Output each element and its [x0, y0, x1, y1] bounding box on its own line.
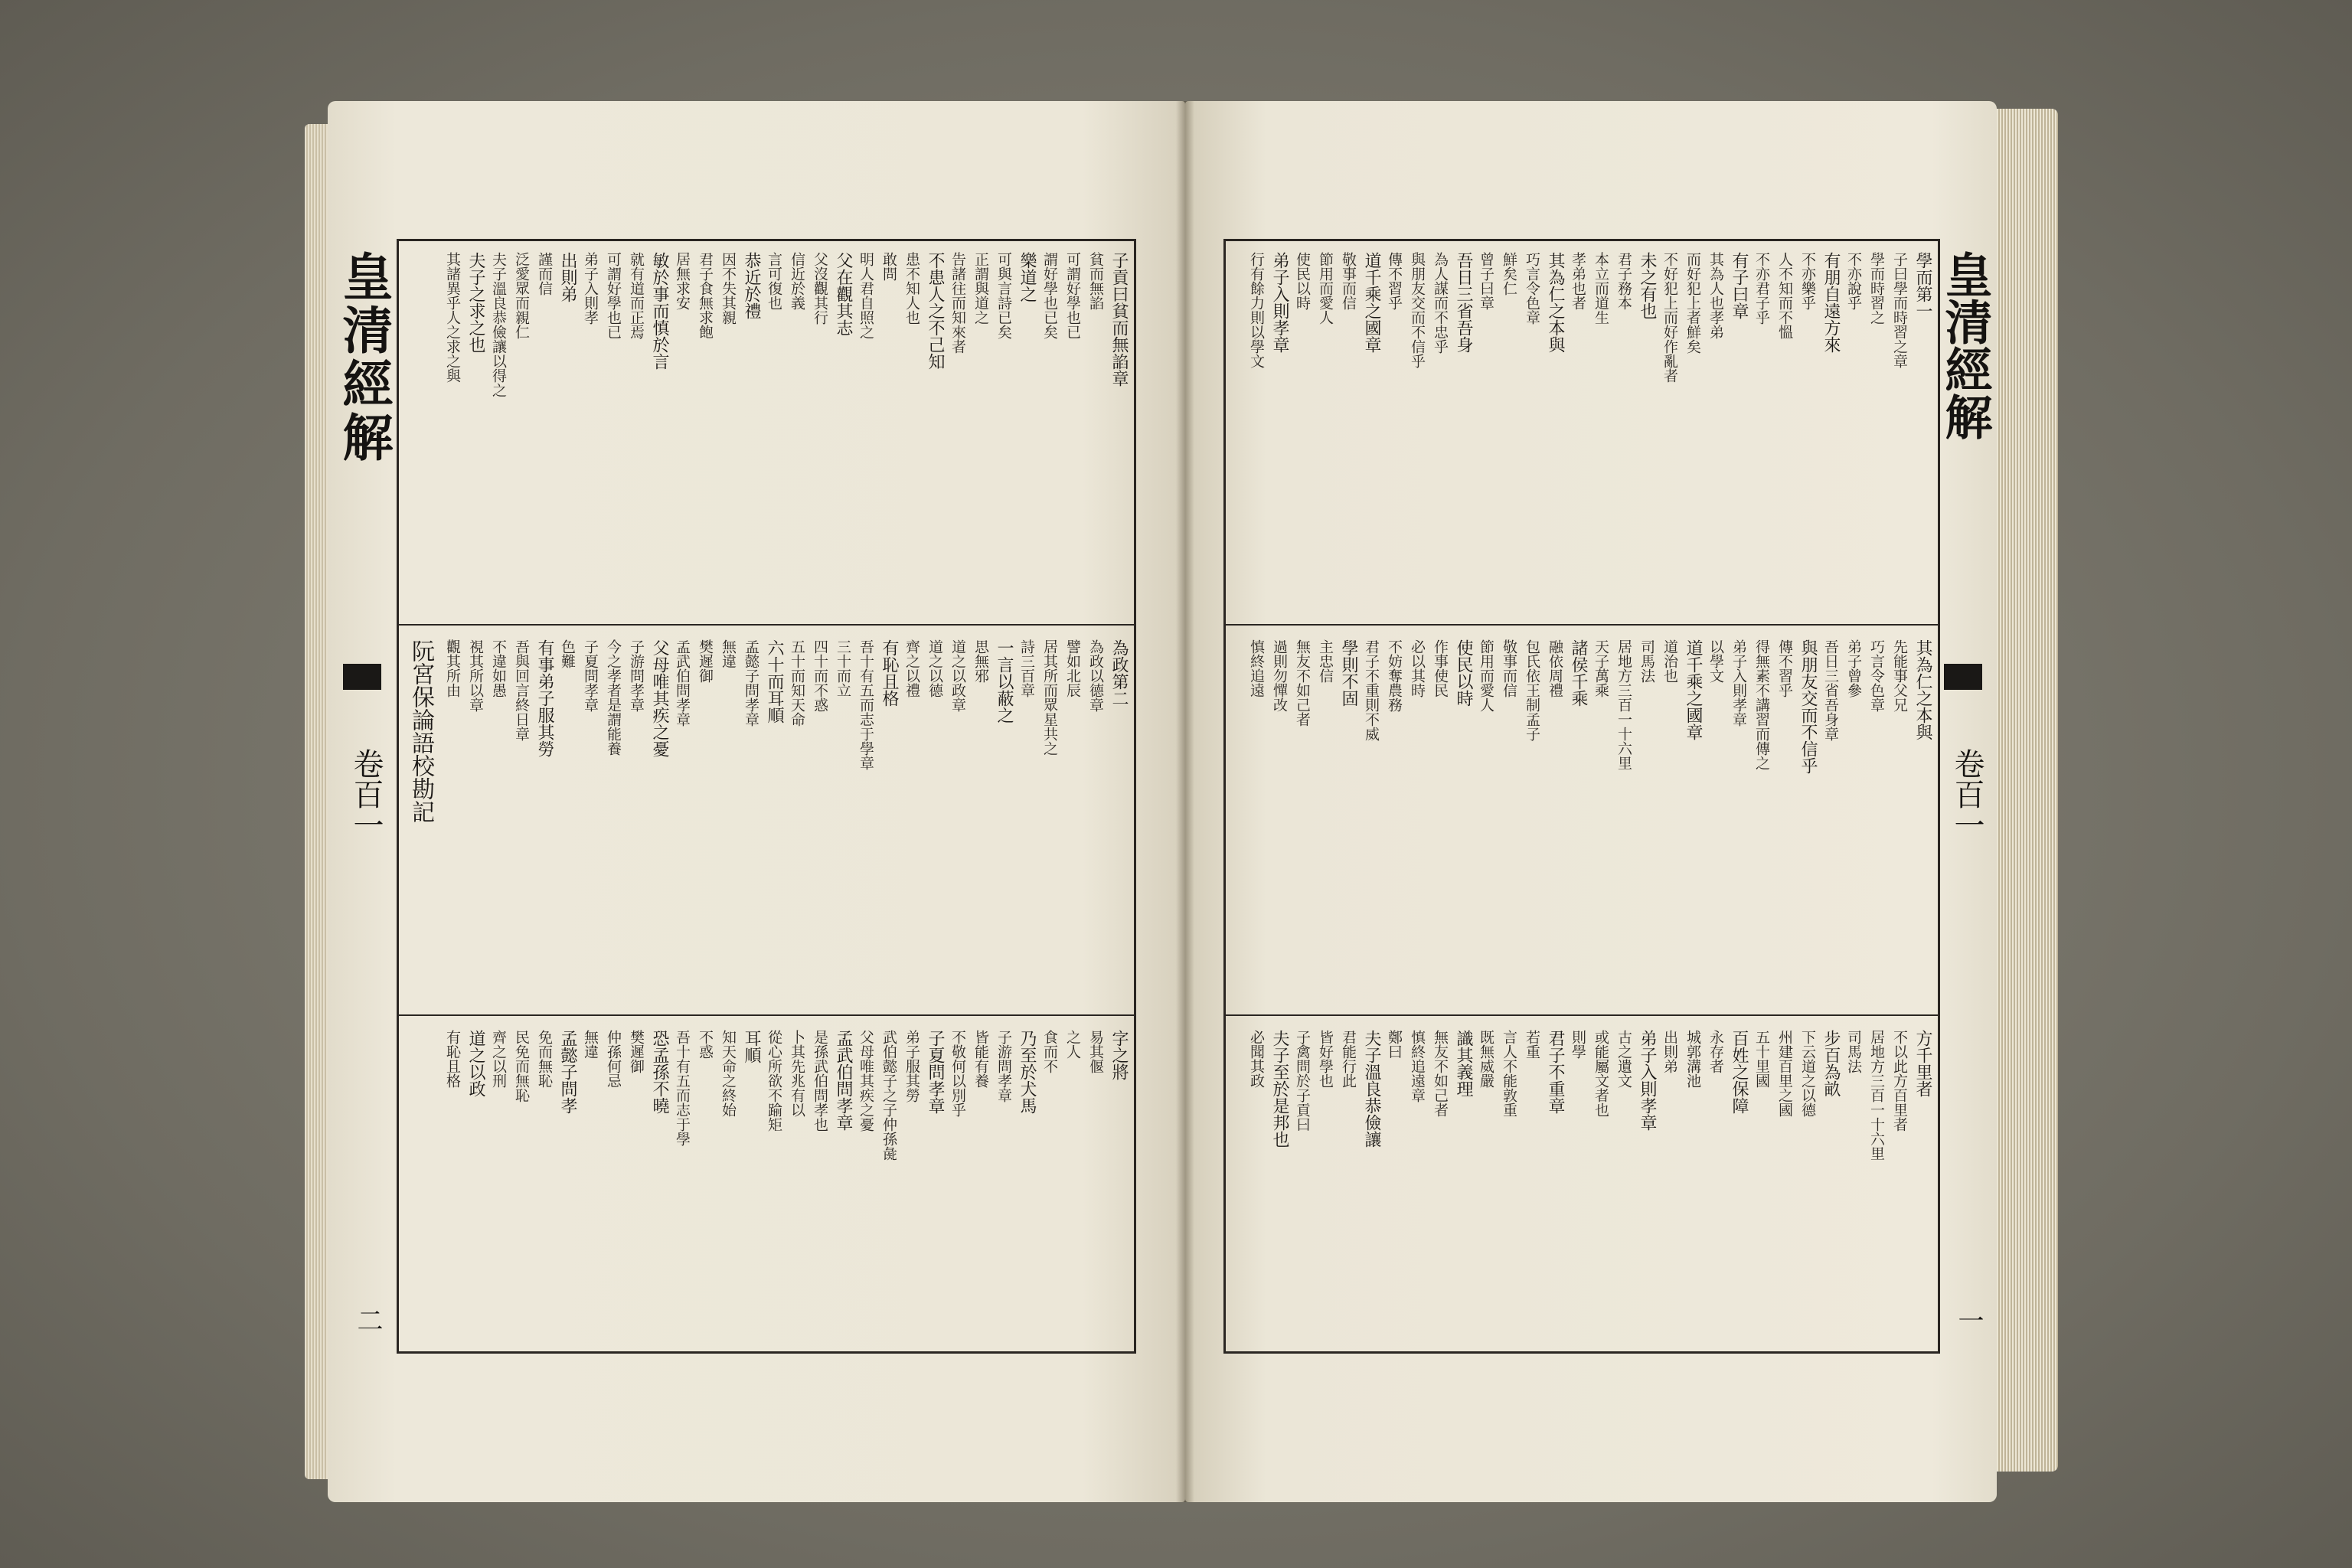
- text-column: 夫子至於是邦也: [1270, 1030, 1289, 1148]
- text-column: 慎終追遠: [1248, 639, 1265, 697]
- text-column: 為人謀而不忠乎: [1432, 252, 1449, 354]
- text-column: 敬事而信: [1340, 252, 1357, 310]
- text-column: 巧言令色章: [1524, 252, 1540, 325]
- text-column: 從心所欲不踰矩: [766, 1030, 782, 1132]
- text-column: 無違: [720, 639, 737, 668]
- text-column: 謂好學也已矣: [1041, 252, 1058, 339]
- left-page-number: 二: [352, 1307, 383, 1333]
- text-column: 言人不能敦重: [1501, 1030, 1517, 1117]
- left-chapter-label: 卷百一: [348, 748, 384, 840]
- right-middle-text-block: [1235, 639, 1932, 999]
- text-column: 必以其時: [1409, 639, 1426, 697]
- text-column: 必聞其政: [1248, 1030, 1265, 1088]
- text-column: 以學文: [1707, 639, 1724, 683]
- text-column: 學則不固: [1339, 639, 1358, 707]
- text-column: 卜其先兆有以: [789, 1030, 805, 1117]
- text-column: 弟子曾參: [1845, 639, 1862, 697]
- text-column: 鄭曰: [1386, 1030, 1403, 1059]
- text-column: 樊遲御: [628, 1030, 645, 1073]
- text-column: 吾與回言終日章: [513, 639, 530, 741]
- text-column: 得無素不講習而傳之: [1753, 639, 1770, 770]
- text-column: 有恥且格: [444, 1030, 461, 1088]
- text-column: 信近於義: [789, 252, 805, 310]
- text-column: 其為仁之本與: [1546, 252, 1565, 353]
- open-book: [305, 101, 2058, 1502]
- text-column: 視其所以章: [467, 639, 484, 712]
- text-column: 古之遺文: [1615, 1030, 1632, 1088]
- text-column: 有朋自遠方來: [1821, 252, 1841, 353]
- book-gutter: [1176, 101, 1194, 1502]
- text-column: 一言以蔽之: [995, 639, 1014, 724]
- text-column: 道千乘之國章: [1684, 639, 1703, 740]
- text-column: 其諸異乎人之求之與: [444, 252, 461, 383]
- left-middle-text-block: [444, 639, 1129, 999]
- text-column: 之人: [1064, 1030, 1081, 1059]
- text-column: 司馬法: [1638, 639, 1655, 683]
- text-column: 子禽問於子貢曰: [1294, 1030, 1311, 1132]
- text-column: 包氏依王制孟子: [1524, 639, 1540, 741]
- text-column: 三十而立: [835, 639, 851, 697]
- text-column: 居地方三百一十六里: [1615, 639, 1632, 770]
- text-column: 四十而不惑: [812, 639, 828, 712]
- text-column: 孟懿子問孝章: [743, 639, 760, 727]
- text-column: 不亦說乎: [1845, 252, 1862, 310]
- text-column: 夫子之求之也: [466, 252, 485, 353]
- text-column: 君子不重則不威: [1363, 639, 1380, 741]
- text-column: 使民以時: [1454, 639, 1473, 707]
- right-divider-upper: [1226, 624, 1938, 626]
- text-column: 父在觀其志: [834, 252, 853, 336]
- text-column: 子夏問孝章: [926, 1030, 945, 1114]
- text-column: 方千里者: [1913, 1030, 1932, 1097]
- text-column: 道千乘之國章: [1362, 252, 1381, 353]
- text-column: 行有餘力則以學文: [1248, 252, 1265, 368]
- text-column: 居地方三百一十六里: [1868, 1030, 1885, 1161]
- text-column: 既無威嚴: [1478, 1030, 1494, 1088]
- text-column: 敏於事而慎於言: [650, 252, 669, 370]
- right-page-frame: [1223, 239, 1940, 1354]
- text-column: 恐孟孫不曉: [650, 1030, 669, 1114]
- text-column: 孝弟也者: [1570, 252, 1586, 310]
- text-column: 無友不如己者: [1432, 1030, 1449, 1117]
- text-column: 觀其所由: [444, 639, 461, 697]
- text-column: 子貢曰貧而無諂章: [1109, 252, 1129, 387]
- left-page-frame: [397, 239, 1136, 1354]
- text-column: 孟懿子問孝: [558, 1030, 577, 1114]
- text-column: 皆能有養: [972, 1030, 989, 1088]
- text-column: 泛愛眾而親仁: [513, 252, 530, 339]
- text-column: 子游問孝章: [995, 1030, 1012, 1102]
- text-column: 夫子溫良恭儉讓以得之: [490, 252, 507, 397]
- text-column: 永存者: [1707, 1030, 1724, 1073]
- text-column: 乃至於犬馬: [1018, 1030, 1037, 1114]
- right-fishtail-mark: [1944, 664, 1982, 690]
- text-column: 弟子入則孝章: [1638, 1030, 1657, 1131]
- text-column: 為政第二: [1109, 639, 1129, 707]
- text-column: 孟武伯問孝章: [674, 639, 691, 727]
- text-column: 不患人之不己知: [926, 252, 945, 370]
- text-column: 百姓之保障: [1730, 1030, 1749, 1114]
- text-column: 思無邪: [972, 639, 989, 683]
- text-column: 恭近於禮: [742, 252, 761, 319]
- text-column: 則學: [1570, 1030, 1586, 1059]
- text-column: 樂道之: [1018, 252, 1037, 302]
- text-column: 君子食無求飽: [697, 252, 714, 339]
- text-column: 子曰學而時習之章: [1891, 252, 1908, 368]
- text-column: 可謂好學也已: [1064, 252, 1081, 339]
- text-column: 學而第一: [1913, 252, 1932, 319]
- text-column: 患不知人也: [903, 252, 920, 325]
- text-column: 曾子曰章: [1478, 252, 1494, 310]
- text-column: 弟子服其勞: [903, 1030, 920, 1102]
- text-column: 出則弟: [1661, 1030, 1678, 1073]
- text-column: 先能事父兄: [1891, 639, 1908, 712]
- text-column: 使民以時: [1294, 252, 1311, 310]
- right-page-number: 一: [1953, 1307, 1984, 1333]
- text-column: 節用而愛人: [1478, 639, 1494, 712]
- text-column: 傳不習乎: [1386, 252, 1403, 310]
- text-column: 弟子入則孝章: [1730, 639, 1747, 727]
- text-column: 天子萬乘: [1592, 639, 1609, 697]
- left-title-strip: [334, 235, 394, 1353]
- text-column: 出則弟: [558, 252, 577, 302]
- text-column: 其為人也孝弟: [1707, 252, 1724, 339]
- text-column: 其為仁之本與: [1913, 639, 1932, 740]
- text-column: 吾日三省吾身章: [1822, 639, 1839, 741]
- text-column: 下云道之以德: [1799, 1030, 1816, 1117]
- text-column: 未之有也: [1638, 252, 1657, 319]
- text-column: 皆好學也: [1317, 1030, 1334, 1088]
- text-column: 不敬何以別乎: [949, 1030, 966, 1117]
- text-column: 慎終追遠章: [1409, 1030, 1426, 1102]
- text-column: 司馬法: [1845, 1030, 1862, 1073]
- text-column: 融依周禮: [1547, 639, 1563, 697]
- text-column: 因不失其親: [720, 252, 737, 325]
- text-column: 城郭溝池: [1684, 1030, 1701, 1088]
- text-column: 道之以政: [466, 1030, 485, 1097]
- text-column: 不違如愚: [490, 639, 507, 697]
- text-column: 吾十有五而志于學: [674, 1030, 691, 1146]
- left-page: [328, 101, 1185, 1502]
- text-column: 識其義理: [1454, 1030, 1473, 1097]
- text-column: 道治也: [1661, 639, 1678, 683]
- text-column: 節用而愛人: [1317, 252, 1334, 325]
- text-column: 有恥且格: [880, 639, 899, 707]
- text-column: 免而無恥: [536, 1030, 553, 1088]
- text-column: 不亦樂乎: [1799, 252, 1816, 310]
- text-column: 字之將: [1109, 1030, 1129, 1080]
- text-column: 齊之以禮: [903, 639, 920, 697]
- text-column: 武伯懿子之子仲孫彘: [880, 1030, 897, 1161]
- text-column: 仲孫何忌: [605, 1030, 622, 1088]
- text-column: 父母唯其疾之憂: [650, 639, 669, 757]
- text-column: 子夏問孝章: [582, 639, 599, 712]
- text-column: 不好犯上而好作亂者: [1661, 252, 1678, 383]
- left-lower-text-block: [408, 1030, 1128, 1336]
- text-column: 不惑: [697, 1030, 714, 1059]
- text-column: 詩三百章: [1018, 639, 1035, 697]
- text-column: 與朋友交而不信乎: [1798, 639, 1818, 774]
- text-column: 色難: [559, 639, 576, 668]
- text-column: 鮮矣仁: [1501, 252, 1517, 296]
- text-column: 無違: [582, 1030, 599, 1059]
- text-column: 學而時習之: [1868, 252, 1885, 325]
- text-column: 譬如北辰: [1064, 639, 1081, 697]
- text-column: 而好犯上者鮮矣: [1684, 252, 1701, 354]
- text-column: 食而不: [1041, 1030, 1058, 1073]
- text-column: 明人君自照之: [858, 252, 874, 339]
- text-column: 告諸往而知來者: [949, 252, 966, 354]
- text-column: 君子不重章: [1546, 1030, 1565, 1114]
- text-column: 樊遲御: [697, 639, 714, 683]
- text-column: 傳不習乎: [1776, 639, 1793, 697]
- text-column: 正謂與道之: [972, 252, 989, 325]
- text-column: 夫子溫良恭儉讓: [1362, 1030, 1381, 1148]
- text-column: 君能行此: [1340, 1030, 1357, 1088]
- text-column: 州建百里之國: [1776, 1030, 1793, 1117]
- text-column: 謹而信: [536, 252, 553, 296]
- text-column: 若重: [1524, 1030, 1540, 1059]
- text-column: 有事弟子服其勞: [535, 639, 554, 757]
- text-column: 易其偃: [1087, 1030, 1104, 1073]
- text-column: 五十而知天命: [789, 639, 805, 727]
- text-column: 道之以政章: [949, 639, 966, 712]
- text-column: 不亦君子乎: [1753, 252, 1770, 325]
- text-column: 與朋友交而不信乎: [1409, 252, 1426, 368]
- text-column: 本立而道生: [1592, 252, 1609, 325]
- text-column: 有子曰章: [1730, 252, 1749, 319]
- text-column: 巧言令色章: [1868, 639, 1885, 712]
- text-column: 言可復也: [766, 252, 782, 310]
- text-column: 主忠信: [1317, 639, 1334, 683]
- text-column: 民免而無恥: [513, 1030, 530, 1102]
- text-column: 不以此方百里者: [1891, 1030, 1908, 1132]
- text-column: 無友不如己者: [1294, 639, 1311, 727]
- text-column: 人不知而不慍: [1776, 252, 1793, 339]
- text-column: 吾日三省吾身: [1454, 252, 1473, 353]
- right-upper-text-block: [1235, 252, 1932, 612]
- right-chapter-label: 卷百一: [1949, 748, 1984, 840]
- text-column: 道之以德: [926, 639, 943, 697]
- left-divider-lower: [399, 1014, 1134, 1016]
- text-column: 是孫武伯問孝也: [812, 1030, 828, 1132]
- text-column: 敬事而信: [1501, 639, 1517, 697]
- text-column: 過則勿憚改: [1271, 639, 1288, 712]
- right-page: [1185, 101, 1997, 1502]
- text-column: 可與言詩已矣: [995, 252, 1012, 339]
- text-column: 齊之以刑: [490, 1030, 507, 1088]
- text-column: 或能屬文者也: [1592, 1030, 1609, 1117]
- text-column: 作事使民: [1432, 639, 1449, 697]
- text-column: 居其所而眾星共之: [1041, 639, 1058, 756]
- right-lower-text-block: [1235, 1030, 1932, 1336]
- left-subtitle: 阮宮保論語校勘記: [407, 639, 434, 823]
- right-running-title: 皇清經解: [1937, 250, 1993, 440]
- text-column: 五十里國: [1753, 1030, 1770, 1088]
- text-column: 耳順: [742, 1030, 761, 1063]
- text-column: 弟子入則孝: [582, 252, 599, 325]
- text-column: 孟武伯問孝章: [834, 1030, 853, 1131]
- right-title-strip: [1937, 235, 1993, 1353]
- text-column: 六十而耳順: [765, 639, 784, 724]
- text-column: 子游問孝章: [628, 639, 645, 712]
- text-column: 為政以德章: [1087, 639, 1104, 712]
- left-divider-upper: [399, 624, 1134, 626]
- text-column: 君子務本: [1615, 252, 1632, 310]
- text-column: 弟子入則孝章: [1270, 252, 1289, 353]
- text-column: 居無求安: [674, 252, 691, 310]
- text-column: 諸侯千乘: [1569, 639, 1588, 707]
- fishtail-mark: [343, 664, 381, 690]
- right-divider-lower: [1226, 1014, 1938, 1016]
- text-column: 父母唯其疾之憂: [858, 1030, 874, 1132]
- text-column: 就有道而正焉: [628, 252, 645, 339]
- left-upper-text-block: [408, 252, 1128, 612]
- text-column: 敢問: [880, 252, 897, 281]
- left-running-title: 皇清經解: [334, 250, 394, 465]
- text-column: 吾十有五而志于學章: [858, 639, 874, 770]
- text-column: 步百為畝: [1821, 1030, 1841, 1097]
- text-column: 可謂好學也已: [605, 252, 622, 339]
- text-column: 知天命之終始: [720, 1030, 737, 1117]
- text-column: 今之孝者是謂能養: [605, 639, 622, 756]
- text-column: 父沒觀其行: [812, 252, 828, 325]
- text-column: 不妨奪農務: [1386, 639, 1403, 712]
- text-column: 貧而無諂: [1087, 252, 1104, 310]
